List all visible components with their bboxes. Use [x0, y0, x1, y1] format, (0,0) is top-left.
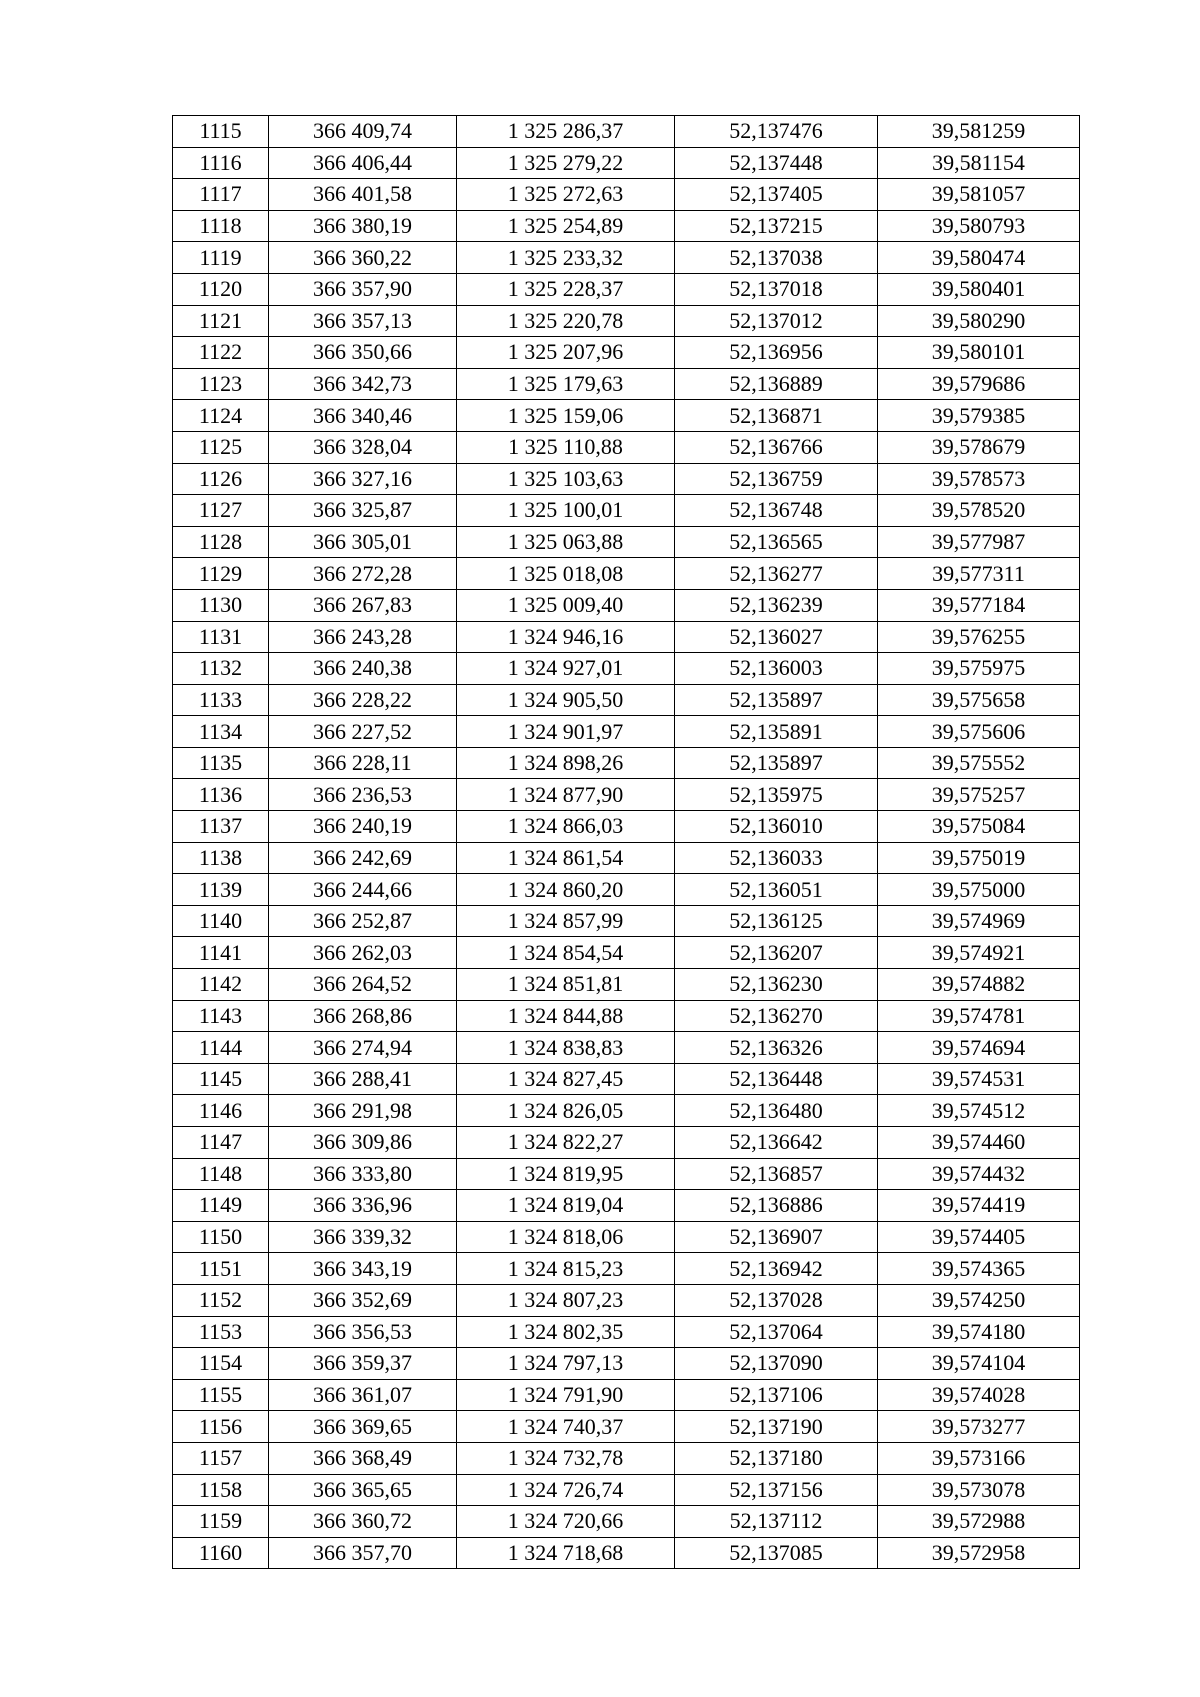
longitude-cell: 39,574512	[878, 1095, 1080, 1127]
latitude-cell: 52,137090	[675, 1348, 878, 1380]
point-number-cell: 1142	[173, 969, 269, 1001]
x-coordinate-cell: 366 328,04	[269, 431, 457, 463]
longitude-cell: 39,579686	[878, 368, 1080, 400]
longitude-cell: 39,575000	[878, 874, 1080, 906]
x-coordinate-cell: 366 333,80	[269, 1158, 457, 1190]
latitude-cell: 52,137106	[675, 1379, 878, 1411]
longitude-cell: 39,581259	[878, 116, 1080, 148]
table-row	[173, 842, 1080, 874]
longitude-cell: 39,574250	[878, 1284, 1080, 1316]
y-coordinate-cell: 1 324 802,35	[457, 1316, 675, 1348]
point-number-cell: 1119	[173, 242, 269, 274]
y-coordinate-cell: 1 324 718,68	[457, 1537, 675, 1569]
latitude-cell: 52,136642	[675, 1127, 878, 1159]
x-coordinate-cell: 366 272,28	[269, 558, 457, 590]
point-number-cell: 1157	[173, 1442, 269, 1474]
latitude-cell: 52,136766	[675, 431, 878, 463]
longitude-cell: 39,575658	[878, 684, 1080, 716]
longitude-cell: 39,580474	[878, 242, 1080, 274]
y-coordinate-cell: 1 325 207,96	[457, 337, 675, 369]
point-number-cell: 1116	[173, 147, 269, 179]
latitude-cell: 52,136565	[675, 526, 878, 558]
point-number-cell: 1152	[173, 1284, 269, 1316]
longitude-cell: 39,575606	[878, 716, 1080, 748]
table-row	[173, 179, 1080, 211]
longitude-cell: 39,575019	[878, 842, 1080, 874]
point-number-cell: 1117	[173, 179, 269, 211]
x-coordinate-cell: 366 357,13	[269, 305, 457, 337]
y-coordinate-cell: 1 325 233,32	[457, 242, 675, 274]
table-row	[173, 1158, 1080, 1190]
y-coordinate-cell: 1 325 179,63	[457, 368, 675, 400]
longitude-cell: 39,579385	[878, 400, 1080, 432]
point-number-cell: 1151	[173, 1253, 269, 1285]
y-coordinate-cell: 1 325 159,06	[457, 400, 675, 432]
point-number-cell: 1130	[173, 589, 269, 621]
latitude-cell: 52,136027	[675, 621, 878, 653]
longitude-cell: 39,574180	[878, 1316, 1080, 1348]
table-row	[173, 684, 1080, 716]
longitude-cell: 39,574405	[878, 1221, 1080, 1253]
table-row	[173, 653, 1080, 685]
y-coordinate-cell: 1 324 854,54	[457, 937, 675, 969]
table-row	[173, 116, 1080, 148]
x-coordinate-cell: 366 327,16	[269, 463, 457, 495]
x-coordinate-cell: 366 352,69	[269, 1284, 457, 1316]
longitude-cell: 39,574460	[878, 1127, 1080, 1159]
longitude-cell: 39,577184	[878, 589, 1080, 621]
y-coordinate-cell: 1 324 726,74	[457, 1474, 675, 1506]
latitude-cell: 52,136942	[675, 1253, 878, 1285]
latitude-cell: 52,137018	[675, 273, 878, 305]
y-coordinate-cell: 1 324 844,88	[457, 1000, 675, 1032]
y-coordinate-cell: 1 324 818,06	[457, 1221, 675, 1253]
x-coordinate-cell: 366 228,22	[269, 684, 457, 716]
latitude-cell: 52,136448	[675, 1063, 878, 1095]
latitude-cell: 52,136003	[675, 653, 878, 685]
point-number-cell: 1133	[173, 684, 269, 716]
x-coordinate-cell: 366 227,52	[269, 716, 457, 748]
latitude-cell: 52,136326	[675, 1032, 878, 1064]
x-coordinate-cell: 366 406,44	[269, 147, 457, 179]
table-row	[173, 526, 1080, 558]
latitude-cell: 52,136871	[675, 400, 878, 432]
x-coordinate-cell: 366 401,58	[269, 179, 457, 211]
latitude-cell: 52,136033	[675, 842, 878, 874]
longitude-cell: 39,577987	[878, 526, 1080, 558]
point-number-cell: 1141	[173, 937, 269, 969]
table-row	[173, 1442, 1080, 1474]
x-coordinate-cell: 366 357,90	[269, 273, 457, 305]
point-number-cell: 1131	[173, 621, 269, 653]
x-coordinate-cell: 366 244,66	[269, 874, 457, 906]
point-number-cell: 1136	[173, 779, 269, 811]
x-coordinate-cell: 366 361,07	[269, 1379, 457, 1411]
latitude-cell: 52,136889	[675, 368, 878, 400]
latitude-cell: 52,137190	[675, 1411, 878, 1443]
point-number-cell: 1132	[173, 653, 269, 685]
point-number-cell: 1140	[173, 905, 269, 937]
y-coordinate-cell: 1 324 898,26	[457, 747, 675, 779]
point-number-cell: 1137	[173, 811, 269, 843]
y-coordinate-cell: 1 325 110,88	[457, 431, 675, 463]
table-row	[173, 305, 1080, 337]
coordinates-table	[172, 115, 1080, 1569]
latitude-cell: 52,136748	[675, 495, 878, 527]
latitude-cell: 52,136125	[675, 905, 878, 937]
y-coordinate-cell: 1 324 861,54	[457, 842, 675, 874]
y-coordinate-cell: 1 325 279,22	[457, 147, 675, 179]
longitude-cell: 39,576255	[878, 621, 1080, 653]
latitude-cell: 52,136480	[675, 1095, 878, 1127]
table-row	[173, 1506, 1080, 1538]
longitude-cell: 39,581154	[878, 147, 1080, 179]
latitude-cell: 52,135897	[675, 684, 878, 716]
y-coordinate-cell: 1 324 827,45	[457, 1063, 675, 1095]
point-number-cell: 1143	[173, 1000, 269, 1032]
x-coordinate-cell: 366 360,22	[269, 242, 457, 274]
point-number-cell: 1115	[173, 116, 269, 148]
point-number-cell: 1153	[173, 1316, 269, 1348]
longitude-cell: 39,574921	[878, 937, 1080, 969]
longitude-cell: 39,575975	[878, 653, 1080, 685]
y-coordinate-cell: 1 324 732,78	[457, 1442, 675, 1474]
point-number-cell: 1127	[173, 495, 269, 527]
table-row	[173, 368, 1080, 400]
longitude-cell: 39,575257	[878, 779, 1080, 811]
table-row	[173, 1095, 1080, 1127]
longitude-cell: 39,574969	[878, 905, 1080, 937]
point-number-cell: 1158	[173, 1474, 269, 1506]
x-coordinate-cell: 366 368,49	[269, 1442, 457, 1474]
x-coordinate-cell: 366 274,94	[269, 1032, 457, 1064]
x-coordinate-cell: 366 369,65	[269, 1411, 457, 1443]
x-coordinate-cell: 366 380,19	[269, 210, 457, 242]
table-row	[173, 937, 1080, 969]
y-coordinate-cell: 1 324 838,83	[457, 1032, 675, 1064]
point-number-cell: 1146	[173, 1095, 269, 1127]
table-row	[173, 1379, 1080, 1411]
longitude-cell: 39,573166	[878, 1442, 1080, 1474]
point-number-cell: 1139	[173, 874, 269, 906]
x-coordinate-cell: 366 243,28	[269, 621, 457, 653]
y-coordinate-cell: 1 324 877,90	[457, 779, 675, 811]
x-coordinate-cell: 366 288,41	[269, 1063, 457, 1095]
table-row	[173, 779, 1080, 811]
x-coordinate-cell: 366 343,19	[269, 1253, 457, 1285]
table-row	[173, 969, 1080, 1001]
table-row	[173, 1000, 1080, 1032]
longitude-cell: 39,572958	[878, 1537, 1080, 1569]
table-row	[173, 210, 1080, 242]
point-number-cell: 1154	[173, 1348, 269, 1380]
table-row	[173, 400, 1080, 432]
table-row	[173, 273, 1080, 305]
y-coordinate-cell: 1 324 927,01	[457, 653, 675, 685]
y-coordinate-cell: 1 325 009,40	[457, 589, 675, 621]
latitude-cell: 52,135975	[675, 779, 878, 811]
x-coordinate-cell: 366 268,86	[269, 1000, 457, 1032]
latitude-cell: 52,136051	[675, 874, 878, 906]
y-coordinate-cell: 1 325 220,78	[457, 305, 675, 337]
x-coordinate-cell: 366 357,70	[269, 1537, 457, 1569]
point-number-cell: 1123	[173, 368, 269, 400]
latitude-cell: 52,137405	[675, 179, 878, 211]
longitude-cell: 39,580401	[878, 273, 1080, 305]
table-row	[173, 621, 1080, 653]
point-number-cell: 1124	[173, 400, 269, 432]
latitude-cell: 52,137156	[675, 1474, 878, 1506]
point-number-cell: 1134	[173, 716, 269, 748]
y-coordinate-cell: 1 324 740,37	[457, 1411, 675, 1443]
point-number-cell: 1121	[173, 305, 269, 337]
y-coordinate-cell: 1 325 228,37	[457, 273, 675, 305]
table-row	[173, 874, 1080, 906]
longitude-cell: 39,580290	[878, 305, 1080, 337]
latitude-cell: 52,136277	[675, 558, 878, 590]
x-coordinate-cell: 366 350,66	[269, 337, 457, 369]
longitude-cell: 39,574694	[878, 1032, 1080, 1064]
x-coordinate-cell: 366 242,69	[269, 842, 457, 874]
latitude-cell: 52,137028	[675, 1284, 878, 1316]
longitude-cell: 39,574028	[878, 1379, 1080, 1411]
x-coordinate-cell: 366 309,86	[269, 1127, 457, 1159]
y-coordinate-cell: 1 325 063,88	[457, 526, 675, 558]
point-number-cell: 1125	[173, 431, 269, 463]
latitude-cell: 52,137064	[675, 1316, 878, 1348]
y-coordinate-cell: 1 325 100,01	[457, 495, 675, 527]
table-row	[173, 1474, 1080, 1506]
x-coordinate-cell: 366 325,87	[269, 495, 457, 527]
longitude-cell: 39,574531	[878, 1063, 1080, 1095]
latitude-cell: 52,137038	[675, 242, 878, 274]
latitude-cell: 52,135891	[675, 716, 878, 748]
table-row	[173, 337, 1080, 369]
table-row	[173, 905, 1080, 937]
latitude-cell: 52,137085	[675, 1537, 878, 1569]
table-row	[173, 242, 1080, 274]
latitude-cell: 52,137112	[675, 1506, 878, 1538]
latitude-cell: 52,136207	[675, 937, 878, 969]
longitude-cell: 39,578520	[878, 495, 1080, 527]
longitude-cell: 39,577311	[878, 558, 1080, 590]
y-coordinate-cell: 1 324 797,13	[457, 1348, 675, 1380]
y-coordinate-cell: 1 324 720,66	[457, 1506, 675, 1538]
x-coordinate-cell: 366 228,11	[269, 747, 457, 779]
y-coordinate-cell: 1 325 103,63	[457, 463, 675, 495]
longitude-cell: 39,581057	[878, 179, 1080, 211]
y-coordinate-cell: 1 324 822,27	[457, 1127, 675, 1159]
table-row	[173, 1032, 1080, 1064]
y-coordinate-cell: 1 324 860,20	[457, 874, 675, 906]
x-coordinate-cell: 366 340,46	[269, 400, 457, 432]
point-number-cell: 1129	[173, 558, 269, 590]
x-coordinate-cell: 366 252,87	[269, 905, 457, 937]
latitude-cell: 52,136270	[675, 1000, 878, 1032]
latitude-cell: 52,137476	[675, 116, 878, 148]
latitude-cell: 52,136759	[675, 463, 878, 495]
point-number-cell: 1126	[173, 463, 269, 495]
latitude-cell: 52,136230	[675, 969, 878, 1001]
table-row	[173, 1253, 1080, 1285]
x-coordinate-cell: 366 267,83	[269, 589, 457, 621]
y-coordinate-cell: 1 324 819,95	[457, 1158, 675, 1190]
y-coordinate-cell: 1 324 819,04	[457, 1190, 675, 1222]
y-coordinate-cell: 1 324 791,90	[457, 1379, 675, 1411]
table-row	[173, 1411, 1080, 1443]
point-number-cell: 1122	[173, 337, 269, 369]
point-number-cell: 1160	[173, 1537, 269, 1569]
latitude-cell: 52,136010	[675, 811, 878, 843]
longitude-cell: 39,574882	[878, 969, 1080, 1001]
longitude-cell: 39,574365	[878, 1253, 1080, 1285]
longitude-cell: 39,574419	[878, 1190, 1080, 1222]
latitude-cell: 52,137180	[675, 1442, 878, 1474]
x-coordinate-cell: 366 291,98	[269, 1095, 457, 1127]
point-number-cell: 1147	[173, 1127, 269, 1159]
latitude-cell: 52,136886	[675, 1190, 878, 1222]
longitude-cell: 39,575552	[878, 747, 1080, 779]
point-number-cell: 1148	[173, 1158, 269, 1190]
y-coordinate-cell: 1 325 286,37	[457, 116, 675, 148]
latitude-cell: 52,136956	[675, 337, 878, 369]
table-row	[173, 747, 1080, 779]
point-number-cell: 1156	[173, 1411, 269, 1443]
point-number-cell: 1159	[173, 1506, 269, 1538]
x-coordinate-cell: 366 240,19	[269, 811, 457, 843]
longitude-cell: 39,580101	[878, 337, 1080, 369]
x-coordinate-cell: 366 236,53	[269, 779, 457, 811]
table-row	[173, 1127, 1080, 1159]
table-row	[173, 147, 1080, 179]
latitude-cell: 52,137215	[675, 210, 878, 242]
table-row	[173, 1316, 1080, 1348]
point-number-cell: 1155	[173, 1379, 269, 1411]
y-coordinate-cell: 1 324 905,50	[457, 684, 675, 716]
latitude-cell: 52,135897	[675, 747, 878, 779]
y-coordinate-cell: 1 325 018,08	[457, 558, 675, 590]
point-number-cell: 1145	[173, 1063, 269, 1095]
x-coordinate-cell: 366 365,65	[269, 1474, 457, 1506]
x-coordinate-cell: 366 342,73	[269, 368, 457, 400]
point-number-cell: 1120	[173, 273, 269, 305]
y-coordinate-cell: 1 325 272,63	[457, 179, 675, 211]
latitude-cell: 52,136907	[675, 1221, 878, 1253]
table-row	[173, 558, 1080, 590]
x-coordinate-cell: 366 359,37	[269, 1348, 457, 1380]
x-coordinate-cell: 366 305,01	[269, 526, 457, 558]
table-row	[173, 1537, 1080, 1569]
longitude-cell: 39,575084	[878, 811, 1080, 843]
x-coordinate-cell: 366 339,32	[269, 1221, 457, 1253]
y-coordinate-cell: 1 324 946,16	[457, 621, 675, 653]
x-coordinate-cell: 366 264,52	[269, 969, 457, 1001]
table-row	[173, 1063, 1080, 1095]
y-coordinate-cell: 1 324 807,23	[457, 1284, 675, 1316]
y-coordinate-cell: 1 324 866,03	[457, 811, 675, 843]
latitude-cell: 52,137448	[675, 147, 878, 179]
y-coordinate-cell: 1 324 851,81	[457, 969, 675, 1001]
point-number-cell: 1135	[173, 747, 269, 779]
point-number-cell: 1149	[173, 1190, 269, 1222]
longitude-cell: 39,574432	[878, 1158, 1080, 1190]
longitude-cell: 39,578679	[878, 431, 1080, 463]
latitude-cell: 52,136857	[675, 1158, 878, 1190]
y-coordinate-cell: 1 324 901,97	[457, 716, 675, 748]
point-number-cell: 1128	[173, 526, 269, 558]
longitude-cell: 39,574104	[878, 1348, 1080, 1380]
table-row	[173, 716, 1080, 748]
table-row	[173, 463, 1080, 495]
x-coordinate-cell: 366 356,53	[269, 1316, 457, 1348]
x-coordinate-cell: 366 262,03	[269, 937, 457, 969]
x-coordinate-cell: 366 409,74	[269, 116, 457, 148]
table-row	[173, 1284, 1080, 1316]
x-coordinate-cell: 366 360,72	[269, 1506, 457, 1538]
coordinates-table-body	[173, 116, 1080, 1569]
point-number-cell: 1144	[173, 1032, 269, 1064]
table-row	[173, 431, 1080, 463]
table-row	[173, 1221, 1080, 1253]
table-row	[173, 1190, 1080, 1222]
y-coordinate-cell: 1 324 857,99	[457, 905, 675, 937]
x-coordinate-cell: 366 240,38	[269, 653, 457, 685]
longitude-cell: 39,574781	[878, 1000, 1080, 1032]
longitude-cell: 39,580793	[878, 210, 1080, 242]
table-row	[173, 1348, 1080, 1380]
x-coordinate-cell: 366 336,96	[269, 1190, 457, 1222]
point-number-cell: 1138	[173, 842, 269, 874]
longitude-cell: 39,572988	[878, 1506, 1080, 1538]
point-number-cell: 1118	[173, 210, 269, 242]
latitude-cell: 52,137012	[675, 305, 878, 337]
point-number-cell: 1150	[173, 1221, 269, 1253]
longitude-cell: 39,578573	[878, 463, 1080, 495]
longitude-cell: 39,573078	[878, 1474, 1080, 1506]
y-coordinate-cell: 1 324 815,23	[457, 1253, 675, 1285]
table-row	[173, 495, 1080, 527]
longitude-cell: 39,573277	[878, 1411, 1080, 1443]
y-coordinate-cell: 1 324 826,05	[457, 1095, 675, 1127]
latitude-cell: 52,136239	[675, 589, 878, 621]
table-row	[173, 811, 1080, 843]
table-row	[173, 589, 1080, 621]
y-coordinate-cell: 1 325 254,89	[457, 210, 675, 242]
